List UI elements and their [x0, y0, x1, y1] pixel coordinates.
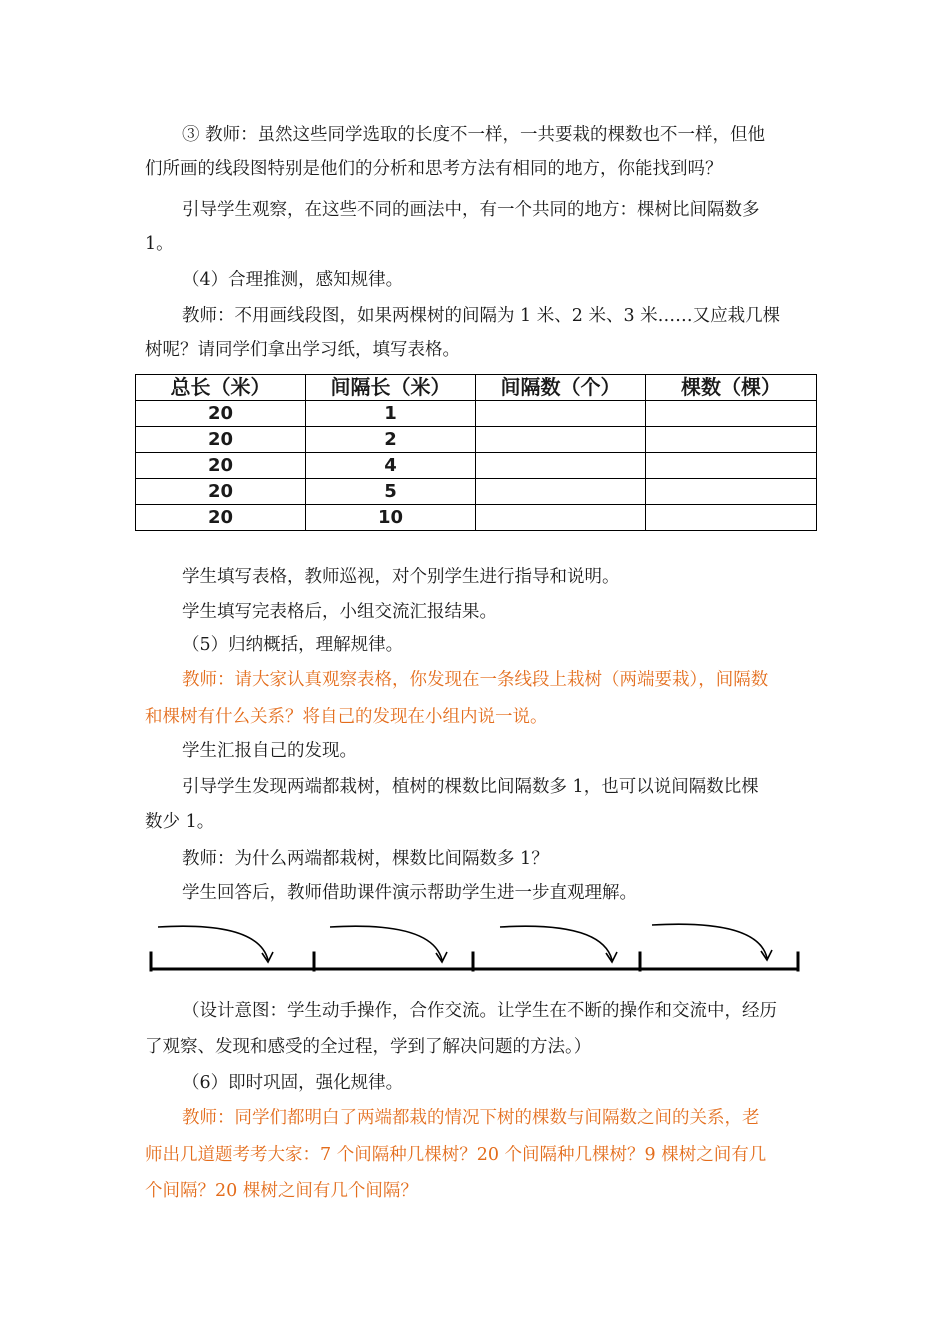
table-row — [136, 401, 817, 427]
paragraph-guide-observe-cont: 1。 — [145, 234, 174, 254]
section-heading-4: （4）合理推测，感知规律。 — [182, 270, 404, 290]
paragraph-teacher-observe-table: 教师：请大家认真观察表格，你发现在一条线段上栽树（两端要栽），间隔数 — [182, 670, 769, 690]
paragraph-teacher-question-cont: 们所画的线段图特别是他们的分析和思考方法有相同的地方，你能找到吗？ — [145, 159, 723, 179]
section-heading-5: （5）归纳概括，理解规律。 — [182, 635, 404, 655]
curved-arrow-icon — [330, 926, 447, 962]
paragraph-students-fill: 学生填写表格，教师巡视，对个别学生进行指导和说明。 — [182, 567, 620, 587]
table-cell: 20 — [136, 479, 306, 505]
table-row — [136, 505, 817, 531]
table-row — [136, 427, 817, 453]
paragraph-guide-observe: 引导学生观察，在这些不同的画法中，有一个共同的地方：棵树比间隔数多 — [182, 200, 760, 220]
paragraph-design-intent-cont: 了观察、发现和感受的全过程，学到了解决问题的方法。） — [145, 1037, 592, 1057]
table-cell: 1 — [306, 401, 476, 427]
paragraph-teacher-question: ③ 教师：虽然这些同学选取的长度不一样，一共要栽的棵数也不一样，但他 — [182, 125, 766, 145]
table-cell — [476, 427, 646, 453]
table-cell — [646, 453, 817, 479]
paragraph-guide-discover-cont: 数少 1。 — [145, 812, 215, 832]
paragraph-teacher-quiz-end: 个间隔？20 棵树之间有几个间隔？ — [145, 1181, 418, 1201]
table-cell — [646, 427, 817, 453]
table-cell: 10 — [306, 505, 476, 531]
paragraph-teacher-prompt-cont: 树呢？请同学们拿出学习纸，填写表格。 — [145, 340, 460, 360]
paragraph-guide-discover: 引导学生发现两端都栽树，植树的棵数比间隔数多 1，也可以说间隔数比棵 — [182, 777, 759, 797]
table-cell — [476, 453, 646, 479]
curved-arrow-icon — [652, 924, 772, 960]
table-cell: 20 — [136, 453, 306, 479]
paragraph-teacher-why: 教师：为什么两端都栽树，棵数比间隔数多 1？ — [182, 849, 549, 869]
table-cell — [476, 505, 646, 531]
paragraph-students-report: 学生填写完表格后，小组交流汇报结果。 — [182, 602, 497, 622]
table-cell: 2 — [306, 427, 476, 453]
worksheet-table — [135, 374, 817, 531]
section-heading-6: （6）即时巩固，强化规律。 — [182, 1073, 404, 1093]
table-cell: 20 — [136, 427, 306, 453]
table-cell — [646, 401, 817, 427]
header-interval-length: 间隔长（米） — [306, 375, 476, 401]
table-row — [136, 479, 817, 505]
table-cell — [646, 505, 817, 531]
paragraph-design-intent: （设计意图：学生动手操作，合作交流。让学生在不断的操作和交流中，经历 — [182, 1001, 777, 1021]
line-segment-diagram — [140, 915, 810, 985]
header-tree-count: 棵数（棵） — [646, 375, 817, 401]
table-cell: 20 — [136, 401, 306, 427]
paragraph-teacher-quiz: 教师：同学们都明白了两端都栽的情况下树的棵数与间隔数之间的关系，老 — [182, 1108, 760, 1128]
curved-arrow-icon — [158, 926, 273, 962]
table-cell: 5 — [306, 479, 476, 505]
table-cell — [476, 479, 646, 505]
table-cell — [646, 479, 817, 505]
paragraph-courseware-demo: 学生回答后，教师借助课件演示帮助学生进一步直观理解。 — [182, 883, 637, 903]
table-row — [136, 453, 817, 479]
paragraph-teacher-quiz-cont: 师出几道题考考大家：7 个间隔种几棵树？20 个间隔种几棵树？9 棵树之间有几 — [145, 1145, 767, 1165]
header-total-length: 总长（米） — [136, 375, 306, 401]
table-cell: 4 — [306, 453, 476, 479]
paragraph-teacher-observe-table-cont: 和棵树有什么关系？将自己的发现在小组内说一说。 — [145, 707, 548, 727]
paragraph-teacher-prompt: 教师：不用画线段图，如果两棵树的间隔为 1 米、2 米、3 米……又应栽几棵 — [182, 306, 781, 326]
paragraph-students-findings: 学生汇报自己的发现。 — [182, 741, 357, 761]
table-cell — [476, 401, 646, 427]
header-interval-count: 间隔数（个） — [476, 375, 646, 401]
table-cell: 20 — [136, 505, 306, 531]
curved-arrow-icon — [500, 926, 617, 962]
table-header-row — [136, 375, 817, 401]
